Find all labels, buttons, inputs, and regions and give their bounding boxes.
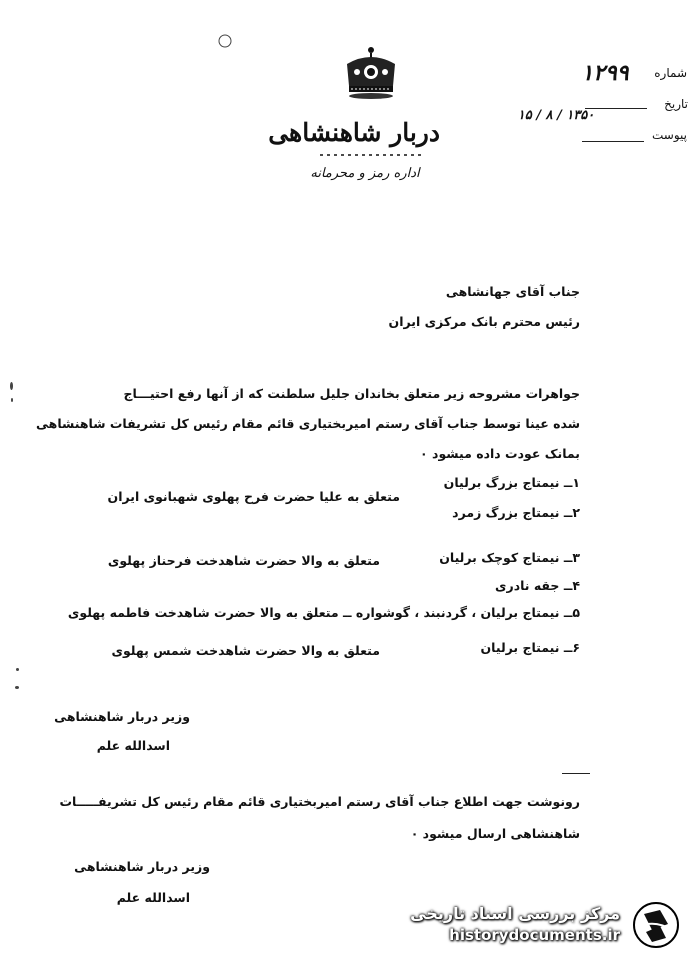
scan-speck <box>16 668 19 671</box>
item-1 <box>300 475 580 490</box>
separator-dash <box>562 773 590 774</box>
owner-items-1-2: متعلق به علیا حضرت فرح پهلوی شهبانوی ایران <box>107 489 400 504</box>
owner-item-6: متعلق به والا حضرت شاهدخت شمس پهلوی <box>111 643 380 658</box>
item-4 <box>440 578 580 593</box>
body-line-1: جواهرات مشروحه زیر متعلق بخاندان جلیل سلطنت که از آنها رفع احتیـــاج <box>123 386 580 401</box>
signature-2-title: وزیر دربار شاهنشاهی <box>74 859 210 874</box>
item-name: جقه نادری <box>495 578 560 593</box>
item-number: ۶ــ <box>563 640 580 655</box>
item-name: نیمتاج کوچک برلیان <box>439 550 560 565</box>
copy-note-line-2: شاهنشاهی ارسال میشود ٠ <box>410 826 580 841</box>
watermark <box>412 898 682 950</box>
court-title: دربار شاهنشاهی <box>268 118 440 147</box>
archive-logo-icon <box>630 900 682 950</box>
item-6 <box>400 640 580 655</box>
body-line-2: شده عینا توسط جناب آقای رستم امیربختیاری قائم مقام رئیس کل تشریفات شاهنشاهی <box>36 416 580 431</box>
item-number: ۱ــ <box>563 475 580 490</box>
signature-1-name: اسدالله علم <box>96 738 170 753</box>
scan-speck <box>10 382 13 390</box>
attachment-label: پیوست <box>652 128 687 142</box>
item-number: ۴ــ <box>563 578 580 593</box>
crown-emblem-icon <box>333 42 409 102</box>
date-value: ۱۳۵۰ / ۸ / ۱۵ <box>517 108 595 123</box>
item-name: نیمتاج برلیان ، گردنبند ، گوشواره ــ متعلق به والا حضرت شاهدخت فاطمه پهلوی <box>67 605 560 620</box>
attachment-underline <box>582 141 644 142</box>
addressee-line-1: جناب آقای جهانشاهی <box>445 284 580 299</box>
item-name: نیمتاج برلیان <box>480 640 560 655</box>
watermark-url: historydocuments.ir <box>449 926 620 944</box>
item-5 <box>40 605 580 620</box>
item-name: نیمتاج بزرگ زمرد <box>452 505 560 520</box>
signature-1-title: وزیر دربار شاهنشاهی <box>54 709 190 724</box>
scan-speck <box>15 686 19 689</box>
watermark-title: مرکز بررسی اسناد تاریخی <box>410 904 620 923</box>
number-value: ۱۲۹۹ <box>581 60 629 86</box>
item-3 <box>400 550 580 565</box>
item-number: ۳ــ <box>563 550 580 565</box>
owner-item-3: متعلق به والا حضرت شاهدخت فرحناز پهلوی <box>107 553 380 568</box>
date-label: تاریخ <box>664 97 688 111</box>
signature-2-name: اسدالله علم <box>116 890 190 905</box>
addressee-line-2: رئیس محترم بانک مرکزی ایران <box>388 314 580 329</box>
copy-note-line-1: رونوشت جهت اطلاع جناب آقای رستم امیربختیاری قائم مقام رئیس کل تشریفـــــات <box>59 794 580 809</box>
punch-hole-mark-icon <box>216 32 234 50</box>
office-subtitle: اداره رمز و محرمانه <box>310 166 420 181</box>
decorative-dotted-rule-icon <box>316 150 426 160</box>
body-line-3: بمانک عودت داده میشود ٠ <box>420 446 580 461</box>
scan-speck <box>11 398 13 402</box>
item-name: نیمتاج بزرگ برلیان <box>443 475 560 490</box>
item-2 <box>300 505 580 520</box>
item-number: ۵ــ <box>563 605 580 620</box>
item-number: ۲ــ <box>563 505 580 520</box>
number-label: شماره <box>654 66 687 80</box>
